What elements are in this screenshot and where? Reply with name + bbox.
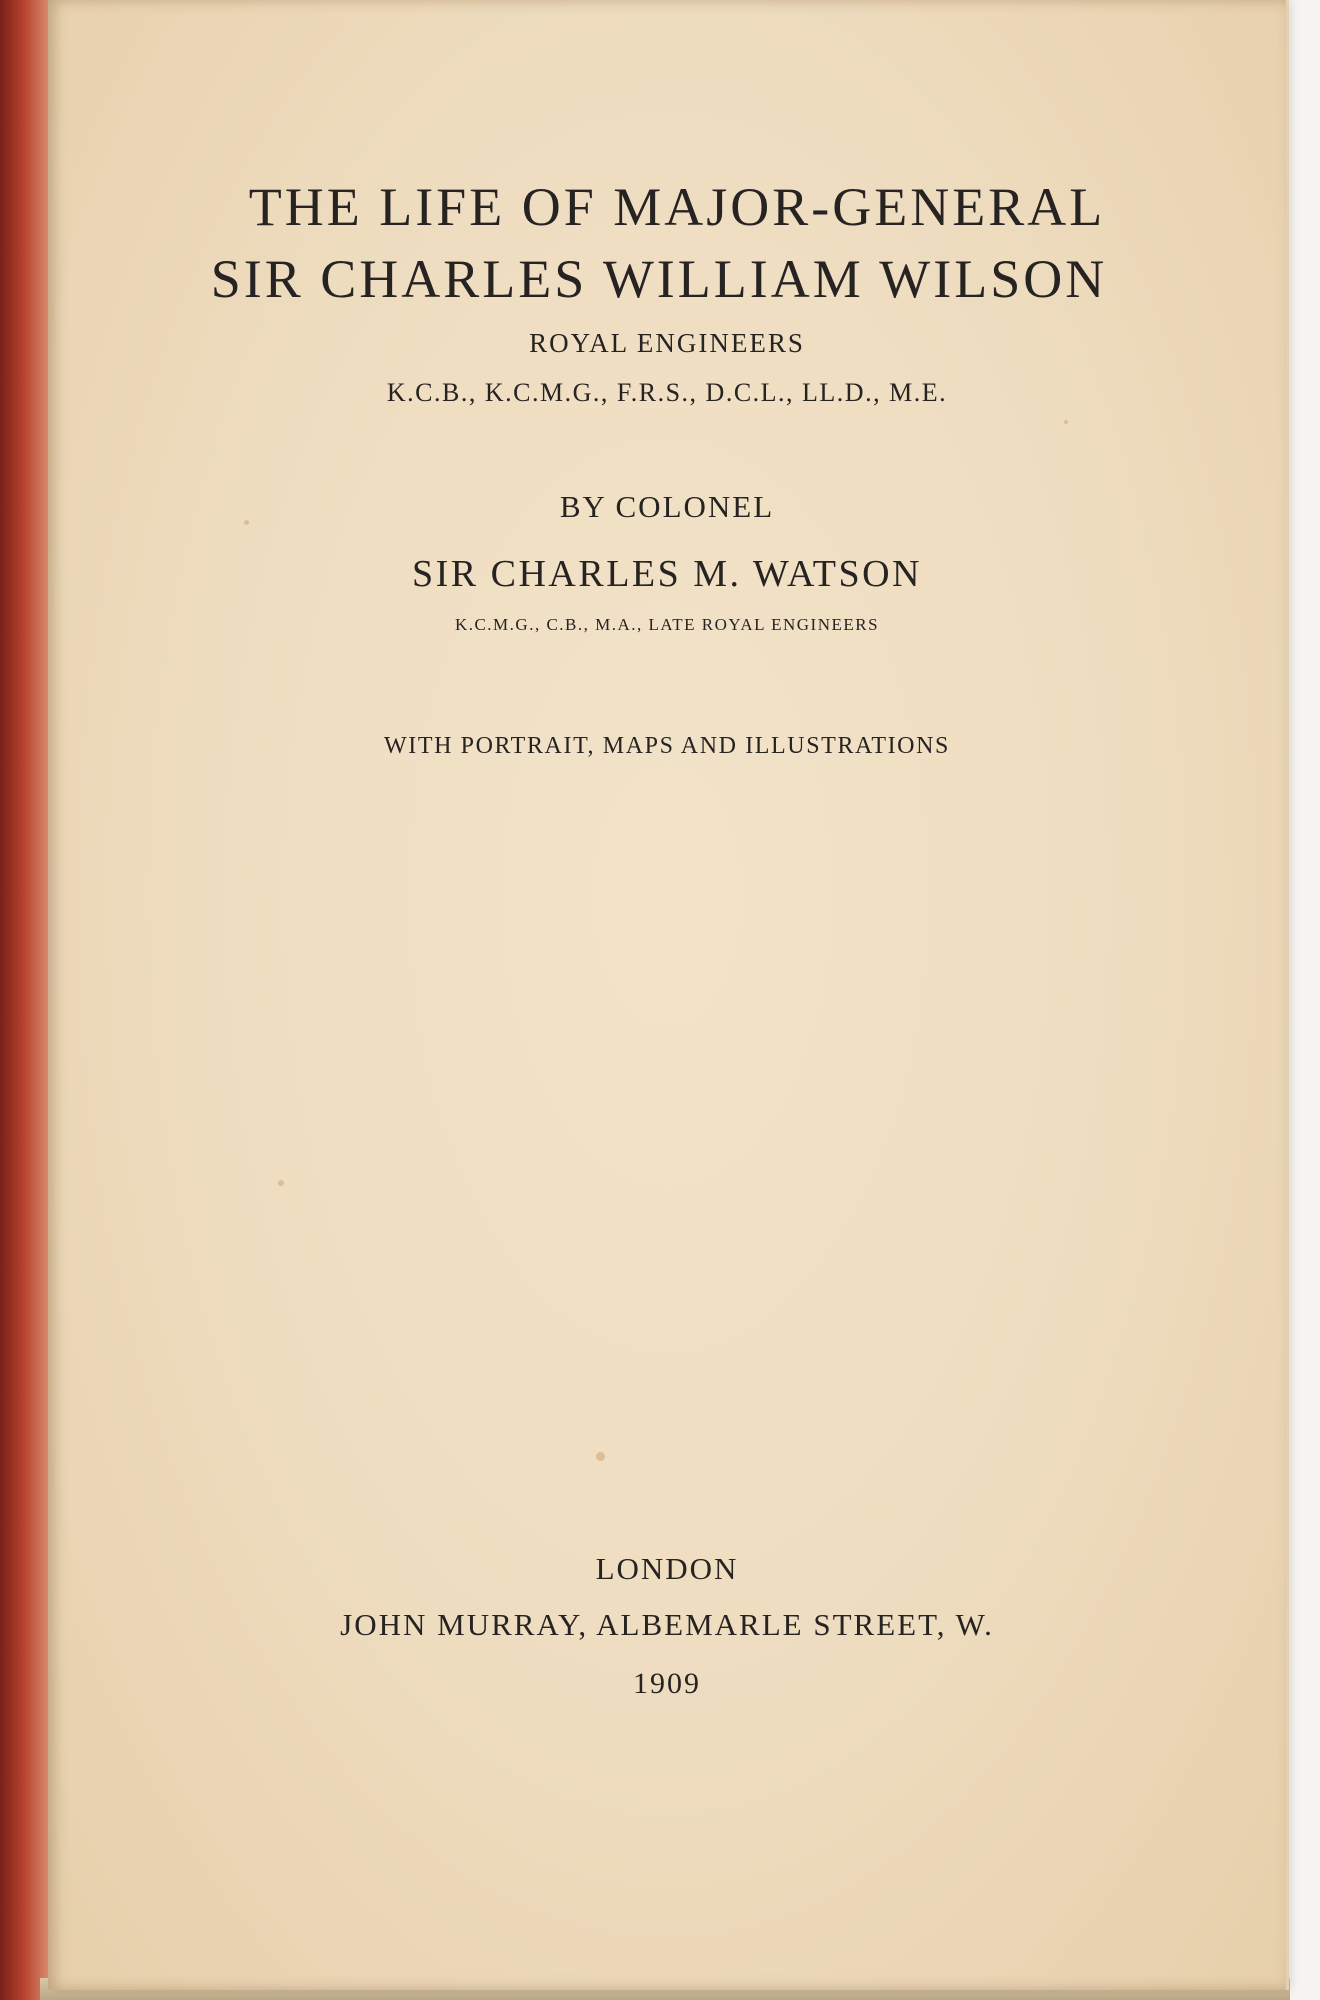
by-line: BY COLONEL [559, 489, 775, 524]
author-name: SIR CHARLES M. WATSON [412, 553, 922, 595]
illustrations-note: WITH PORTRAIT, MAPS AND ILLUSTRATIONS [384, 733, 950, 759]
subject-regiment: ROYAL ENGINEERS [529, 328, 805, 358]
publication-year: 1909 [633, 1667, 701, 1700]
title-line-2: SIR CHARLES WILLIAM WILSON [210, 249, 1108, 309]
publisher: JOHN MURRAY, ALBEMARLE STREET, W. [340, 1607, 994, 1642]
foxing-spot [1064, 420, 1068, 424]
foxing-spot [278, 1180, 284, 1186]
author-honours: K.C.M.G., C.B., M.A., LATE ROYAL ENGINEERS [454, 615, 880, 634]
title-page [48, 0, 1289, 1990]
title-line-1: THE LIFE OF MAJOR-GENERAL [248, 177, 1106, 237]
publication-place: LONDON [595, 1551, 739, 1586]
subject-honours: K.C.B., K.C.M.G., F.R.S., D.C.L., LL.D., M.E. [386, 378, 948, 407]
foxing-spot [596, 1452, 605, 1461]
